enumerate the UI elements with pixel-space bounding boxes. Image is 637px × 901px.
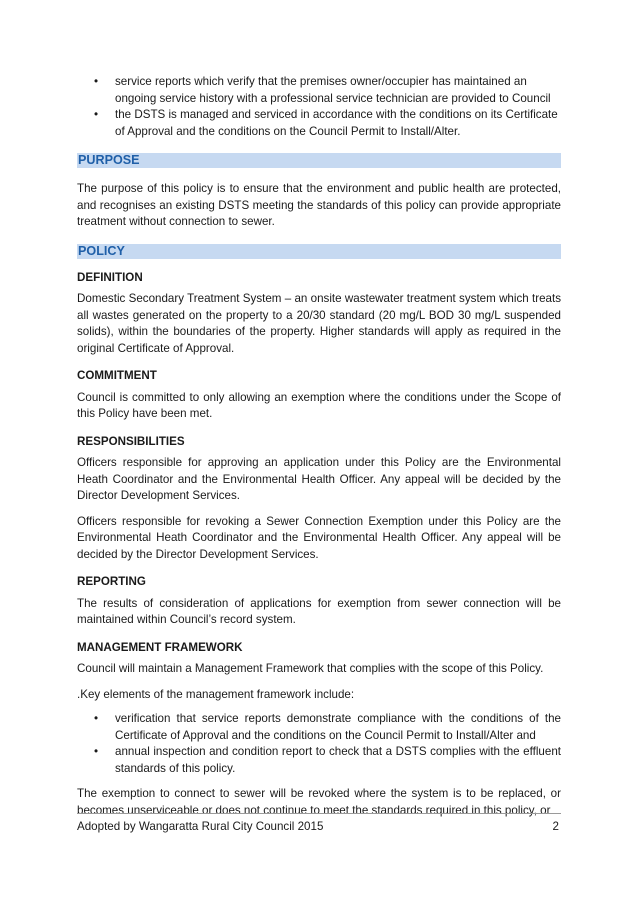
bullet-text: verification that service reports demonstrate compliance with the conditions of the Certificate of Approval and the conditions on the Council Permit to Install/Alter and [115,712,561,742]
management-heading: MANAGEMENT FRAMEWORK [77,640,243,654]
list-item [77,107,561,140]
list-item [77,74,561,107]
list-item [77,711,561,744]
bullet-text: annual inspection and condition report to check that a DSTS complies with the effluent standards of this policy. [115,745,561,775]
bullet-text: service reports which verify that the premises owner/occupier has maintained an ongoing service history with a professional service technician are provided to Council [115,75,551,105]
page-number: 2 [552,820,559,833]
responsibilities-heading: RESPONSIBILITIES [77,434,185,448]
commitment-text: Council is committed to only allowing an exemption where the conditions under the Scope of this Policy have been met. [77,390,561,420]
reporting-heading: REPORTING [77,575,146,588]
list-item [77,744,561,777]
bullet-icon: • [94,108,99,121]
purpose-text: The purpose of this policy is to ensure that the environment and public health are protected, and recognises an existing DSTS meeting the standards of this policy can provide appropriate treatment without connection to sewer. [77,182,561,228]
footer-adopted-text: Adopted by Wangaratta Rural City Council 2015 [77,820,324,833]
responsibilities-text-2: Officers responsible for revoking a Sewer Connection Exemption under this Policy are the Environmental Heath Coordinator and the Environmental Health Officer. Any appeal will be decided by the Director Development Services. [77,514,561,561]
management-text-2: .Key elements of the management framework include: [77,687,355,701]
definition-text: Domestic Secondary Treatment System – an onsite wastewater treatment system which treats all wastes generated on the property to a 20/30 standard (20 mg/L BOD 30 mg/L suspended solids), within the boundaries of the property. Higher standards will apply as required in the original Certificate of Approval. [77,292,561,355]
document-body [77,74,561,819]
responsibilities-text-1: Officers responsible for approving an application under this Policy are the Environmental Heath Coordinator and the Environmental Health Officer. Any appeal will be decided by the Director Development Services. [77,456,561,502]
bullet-icon: • [94,745,99,758]
commitment-heading: COMMITMENT [77,369,157,382]
page-footer [77,813,561,833]
intro-bullet-list [77,74,561,140]
policy-heading: POLICY [77,244,561,259]
definition-heading: DEFINITION [77,270,143,284]
reporting-text: The results of consideration of applications for exemption from sewer connection will be maintained within Council’s record system. [77,596,561,626]
management-bullet-list [77,711,561,777]
management-text-1: Council will maintain a Management Framework that complies with the scope of this Policy. [77,662,544,675]
bullet-icon: • [94,75,99,88]
management-text-3: The exemption to connect to sewer will be revoked where the system is to be replaced, or becomes unserviceable or does not continue to meet the standards required in this policy, or [77,787,561,817]
purpose-heading: PURPOSE [77,153,561,168]
bullet-icon: • [94,712,99,725]
bullet-text: the DSTS is managed and serviced in accordance with the conditions on its Certificate of Approval and the conditions on the Council Permit to Install/Alter. [115,108,558,138]
